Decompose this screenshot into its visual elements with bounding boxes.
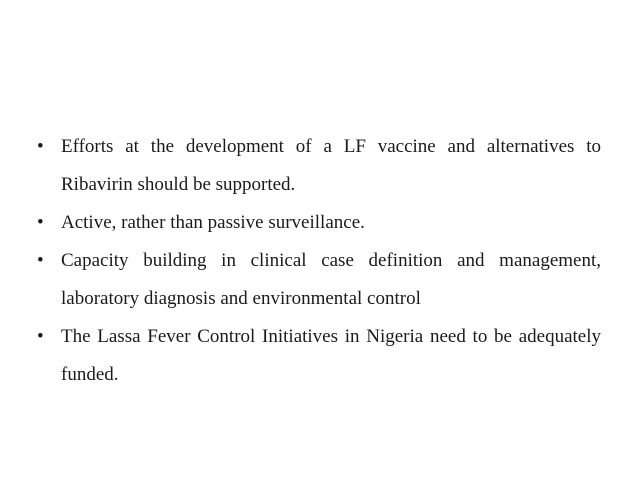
bullet-icon: • (37, 136, 44, 157)
bullet-text: The Lassa Fever Control Initiatives in Nigeria need to be adequately funded. (61, 326, 601, 385)
bullet-item-capacity (37, 242, 601, 318)
bullet-icon: • (37, 212, 44, 233)
bullet-icon: • (37, 250, 44, 271)
bullet-item-funding (37, 318, 601, 394)
bullet-icon: • (37, 326, 44, 347)
bullet-item-vaccine (37, 128, 601, 204)
bullet-item-surveillance (37, 204, 601, 242)
bullet-text: Capacity building in clinical case definition and management, laboratory diagnosis and environmental control (61, 250, 601, 309)
bullet-text: Active, rather than passive surveillance. (61, 212, 365, 233)
bullet-list (37, 128, 601, 394)
bullet-text: Efforts at the development of a LF vaccine and alternatives to Ribavirin should be supported. (61, 136, 601, 195)
